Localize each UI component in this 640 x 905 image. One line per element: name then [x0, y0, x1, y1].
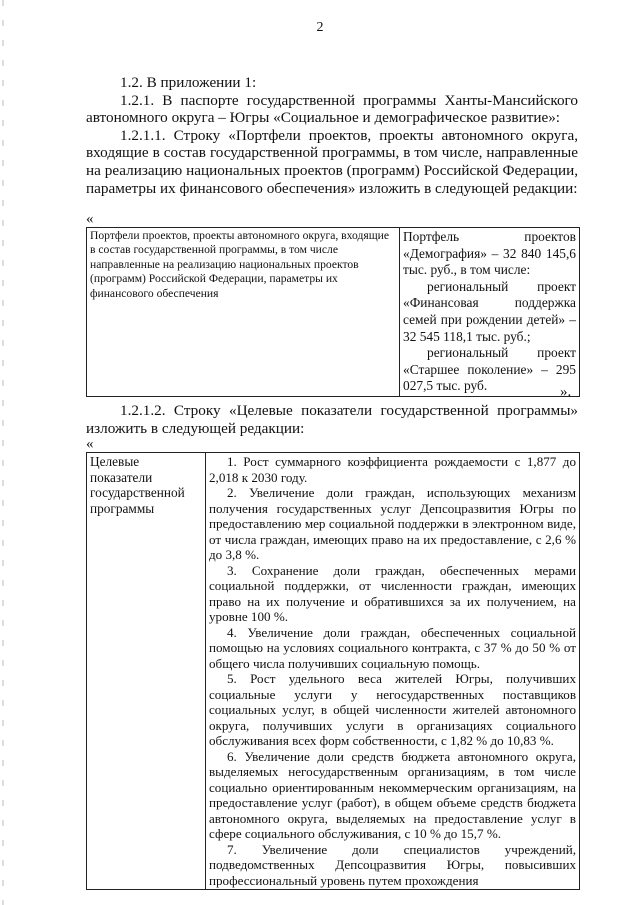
indicator-item: 2. Увеличение доли граждан, использующих механизм получения государственных услуг Депсоцразвития Югры по предоставлению мер социальной поддержки в электронном виде, от числа граждан, имеющих право на их предоставление, с 2,6 % до 3,8 %. [209, 485, 576, 562]
paragraph-1-2: 1.2. В приложении 1: [120, 74, 257, 91]
closing-quote-1: ». [560, 384, 572, 400]
table1-portfolio-line: Портфель проектов «Демография» – 32 840 145,6 тыс. руб., в том числе: [403, 229, 576, 278]
indicator-item: 5. Рост удельного веса жителей Югры, получивших социальные услуги у негосударственных поставщиков социальных услуг, в общей численности жителей автономного округа, получивших услуги в организациях социального обслуживания всех форм собственности, с 1,82 % до 10,83 %. [209, 671, 576, 748]
intro-section [86, 74, 578, 197]
section-1-2-1-2 [86, 402, 578, 437]
table1-left-cell: Портфели проектов, проекты автономного округа, входящие в состав государственной программы, в том числе направленные на реализацию национальных проектов (программ) Российской Федерации, параметры их финансового обеспечения [87, 228, 400, 397]
opening-quote-1: « [86, 211, 94, 227]
table1-project-1: региональный проект «Финансовая поддержка семей при рождении детей» – 32 545 118,1 тыс. руб.; [403, 278, 576, 344]
table-portfolio [86, 227, 580, 397]
table2-right-cell [206, 453, 580, 890]
indicator-item: 3. Сохранение доли граждан, обеспеченных мерами социальной поддержки, от численности граждан, имеющих право на их получение и обратившихся за их получением, на уровне 100 %. [209, 562, 576, 624]
table2-left-cell: Целевые показатели государственной программы [87, 453, 206, 890]
paragraph-1-2-1: 1.2.1. В паспорте государственной программы Ханты-Мансийского автономного округа – Югры «Социальное и демографическое развитие»: [86, 91, 578, 127]
indicator-item: 4. Увеличение доли граждан, обеспеченных социальной помощью на условиях социального контракта, с 37 % до 50 % от общего числа получивших социальную помощь. [209, 624, 576, 671]
table-target-indicators [86, 452, 580, 890]
paragraph-1-2-1-1: 1.2.1.1. Строку «Портфели проектов, проекты автономного округа, входящие в состав государственной программы, в том числе, направленные на реализацию национальных проектов (программ) Российской Федерации, параметры их финансового обеспечения» изложить в следующей редакции: [86, 126, 578, 197]
scan-edge-marks [2, 0, 5, 905]
table-row [87, 228, 580, 397]
indicator-item: 6. Увеличение доли средств бюджета автономного округа, выделяемых негосударственным организациям, в том числе социально ориентированным некоммерческим организациям, на предоставление услуг (работ), в общем объеме средств бюджета автономного округа, выделяемых на предоставление услуг в сфере социального обслуживания, с 10 % до 15,7 %. [209, 748, 576, 841]
opening-quote-2: « [86, 436, 94, 452]
table-row [87, 453, 580, 890]
indicator-item: 7. Увеличение доли специалистов учреждений, подведомственных Депсоцразвития Югры, повысивших профессиональный уровень путем прохождения [209, 841, 576, 888]
table1-right-cell [400, 228, 580, 397]
page-number: 2 [316, 20, 324, 35]
indicator-item: 1. Рост суммарного коэффициента рождаемости с 1,877 до 2,018 к 2030 году. [209, 454, 576, 485]
paragraph-1-2-1-2: 1.2.1.2. Строку «Целевые показатели государственной программы» изложить в следующей редакции: [86, 402, 578, 437]
table1-project-2: региональный проект «Старшее поколение» – 295 027,5 тыс. руб. [403, 345, 576, 394]
